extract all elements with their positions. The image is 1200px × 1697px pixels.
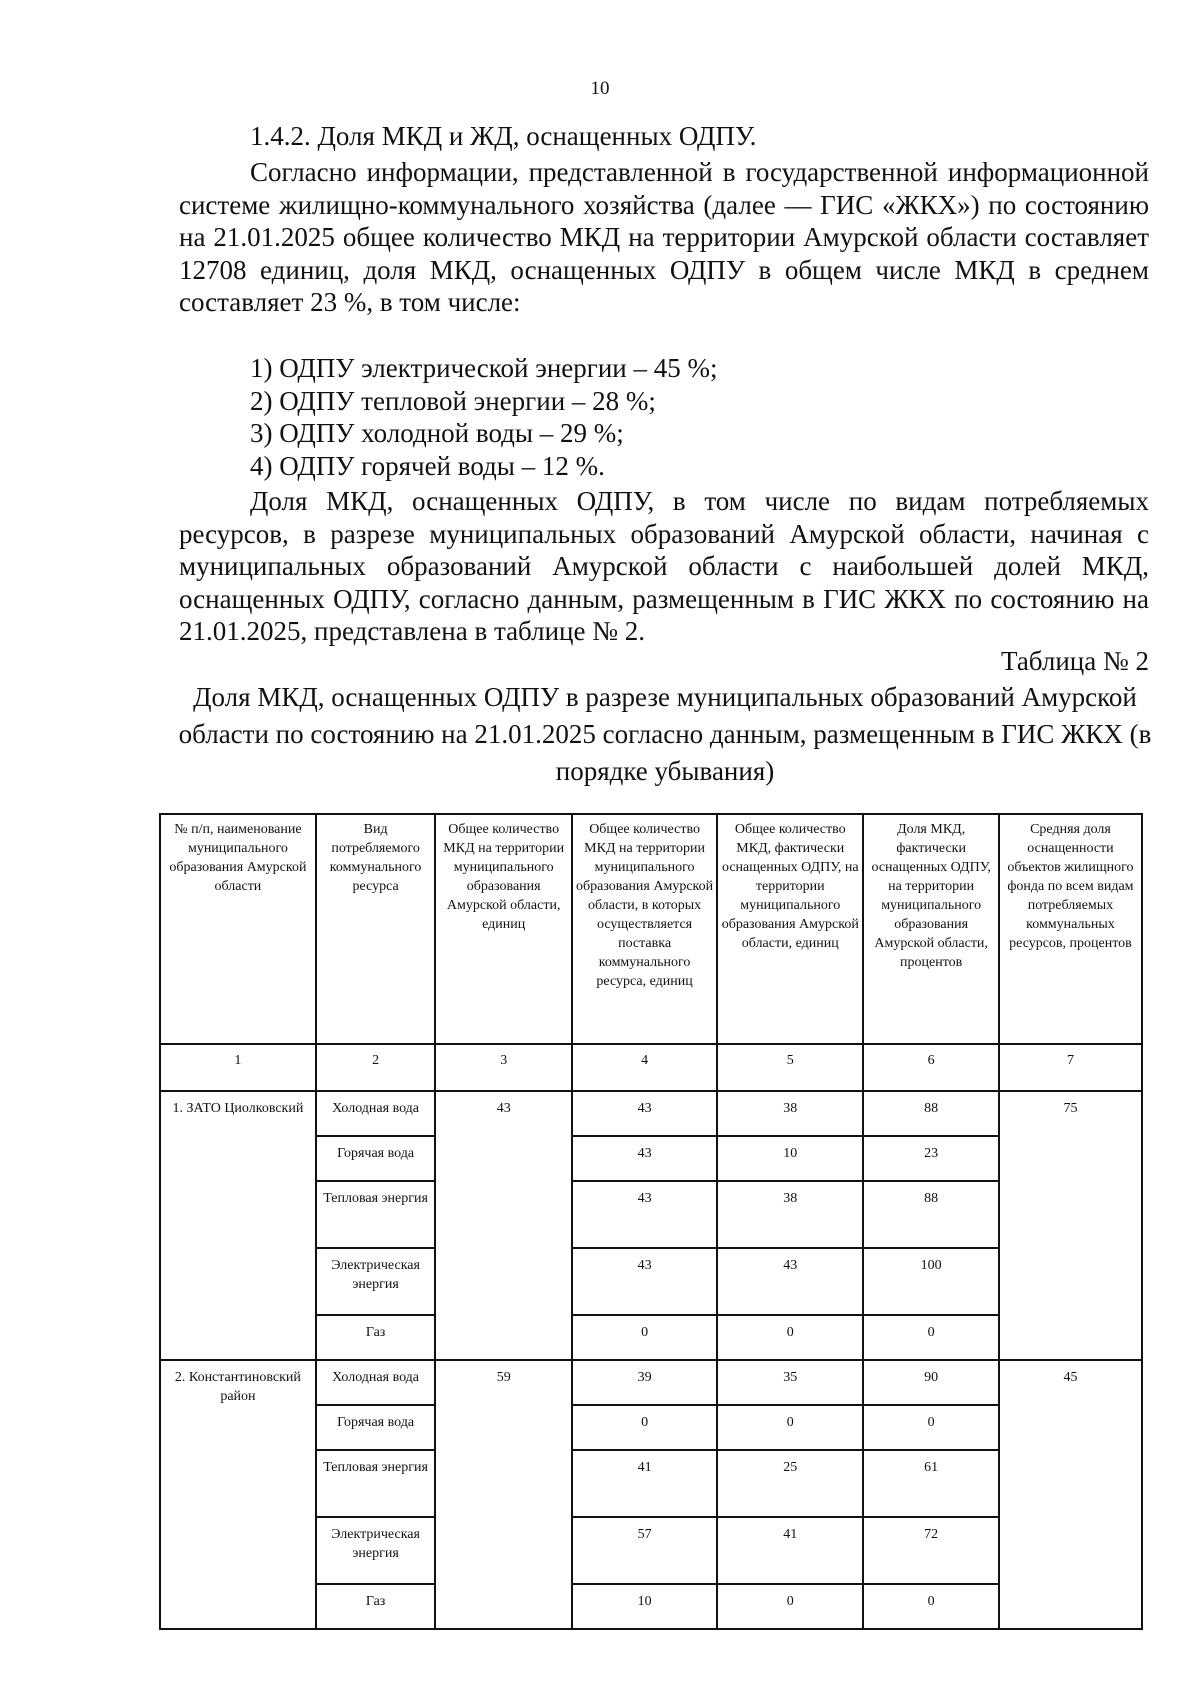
supplied-mkd: 10 bbox=[572, 1584, 717, 1629]
paragraph-intro bbox=[179, 156, 1149, 319]
total-mkd: 59 bbox=[435, 1360, 572, 1629]
resource-type: Горячая вода bbox=[316, 1405, 436, 1450]
table-row bbox=[160, 1360, 1142, 1405]
supplied-mkd: 57 bbox=[572, 1517, 717, 1584]
column-header: Доля МКД, фактически оснащенных ОДПУ, на территории муниципального образования Амурской области, процентов bbox=[863, 814, 999, 1044]
list-item: 2) ОДПУ тепловой энергии – 28 %; bbox=[250, 385, 656, 416]
resource-type: Тепловая энергия bbox=[316, 1450, 436, 1517]
column-header: Общее количество МКД на территории муниципального образования Амурской области, единиц bbox=[435, 814, 572, 1044]
paragraph-table-intro bbox=[179, 485, 1149, 648]
resource-type: Холодная вода bbox=[316, 1360, 436, 1405]
equipped-mkd: 43 bbox=[717, 1248, 863, 1315]
column-header: Общее количество МКД на территории муниципального образования Амурской области, в которых осуществляется поставка коммунального ресурса, единиц bbox=[572, 814, 717, 1044]
table-row bbox=[160, 1091, 1142, 1136]
equipped-share: 0 bbox=[863, 1405, 999, 1450]
equipped-share: 61 bbox=[863, 1450, 999, 1517]
supplied-mkd: 43 bbox=[572, 1136, 717, 1181]
supplied-mkd: 0 bbox=[572, 1315, 717, 1360]
column-number-row bbox=[160, 1044, 1142, 1091]
resource-list bbox=[250, 352, 717, 482]
municipality-name: 1. ЗАТО Циолковский bbox=[160, 1091, 316, 1360]
equipped-mkd: 0 bbox=[717, 1315, 863, 1360]
equipped-mkd: 0 bbox=[717, 1584, 863, 1629]
equipped-share: 100 bbox=[863, 1248, 999, 1315]
equipped-mkd: 35 bbox=[717, 1360, 863, 1405]
supplied-mkd: 43 bbox=[572, 1181, 717, 1248]
resource-type: Тепловая энергия bbox=[316, 1181, 436, 1248]
equipped-share: 88 bbox=[863, 1181, 999, 1248]
total-mkd: 43 bbox=[435, 1091, 572, 1360]
table-header-row bbox=[160, 814, 1142, 1044]
column-number: 4 bbox=[572, 1044, 717, 1091]
column-number: 6 bbox=[863, 1044, 999, 1091]
municipality-name: 2. Константиновский район bbox=[160, 1360, 316, 1629]
equipped-share: 72 bbox=[863, 1517, 999, 1584]
supplied-mkd: 0 bbox=[572, 1405, 717, 1450]
equipped-mkd: 38 bbox=[717, 1091, 863, 1136]
list-item: 1) ОДПУ электрической энергии – 45 %; bbox=[250, 353, 718, 383]
equipped-share: 88 bbox=[863, 1091, 999, 1136]
resource-type: Газ bbox=[316, 1315, 436, 1360]
supplied-mkd: 39 bbox=[572, 1360, 717, 1405]
column-header: № п/п, наименование муниципального образования Амурской области bbox=[160, 814, 316, 1044]
column-header: Вид потребляемого коммунального ресурса bbox=[316, 814, 436, 1044]
average-share: 45 bbox=[999, 1360, 1142, 1629]
equipped-share: 0 bbox=[863, 1315, 999, 1360]
equipped-mkd: 41 bbox=[717, 1517, 863, 1584]
table-caption: Доля МКД, оснащенных ОДПУ в разрезе муниципальных образований Амурской области по состоянию на 21.01.2025 согласно данным, размещенным в ГИС ЖКХ (в порядке убывания) bbox=[178, 682, 1152, 786]
equipped-share: 23 bbox=[863, 1136, 999, 1181]
column-header: Средняя доля оснащенности объектов жилищного фонда по всем видам потребляемых коммунальных ресурсов, процентов bbox=[999, 814, 1142, 1044]
resource-type: Электрическая энергия bbox=[316, 1248, 436, 1315]
equipped-mkd: 10 bbox=[717, 1136, 863, 1181]
equipped-share: 0 bbox=[863, 1584, 999, 1629]
equipped-mkd: 38 bbox=[717, 1181, 863, 1248]
resource-type: Холодная вода bbox=[316, 1091, 436, 1136]
odpu-table bbox=[159, 813, 1143, 1630]
column-number: 3 bbox=[435, 1044, 572, 1091]
paragraph-intro-text: Согласно информации, представленной в государственной информационной системе жилищно-коммунального хозяйства (далее — ГИС «ЖКХ») по состоянию на 21.01.2025 общее количество МКД на территории Амурской области составляет 12708 единиц, доля МКД, оснащенных ОДПУ в общем числе МКД в среднем составляет 23 %, в том числе: bbox=[179, 157, 1149, 317]
equipped-mkd: 25 bbox=[717, 1450, 863, 1517]
list-item: 4) ОДПУ горячей воды – 12 %. bbox=[250, 450, 605, 481]
average-share: 75 bbox=[999, 1091, 1142, 1360]
paragraph-table-intro-text: Доля МКД, оснащенных ОДПУ, в том числе по видам потребляемых ресурсов, в разрезе муниципальных образований Амурской области, начиная с муниципальных образований Амурской области с наибольшей долей МКД, оснащенных ОДПУ, согласно данным, размещенным в ГИС ЖКХ по состоянию на 21.01.2025, представлена в таблице № 2. bbox=[179, 486, 1149, 646]
resource-type: Горячая вода bbox=[316, 1136, 436, 1181]
equipped-mkd: 0 bbox=[717, 1405, 863, 1450]
list-item: 3) ОДПУ холодной воды – 29 %; bbox=[250, 418, 624, 448]
column-number: 2 bbox=[316, 1044, 436, 1091]
resource-type: Электрическая энергия bbox=[316, 1517, 436, 1584]
column-number: 1 bbox=[160, 1044, 316, 1091]
table-label: Таблица № 2 bbox=[1001, 646, 1149, 676]
supplied-mkd: 43 bbox=[572, 1091, 717, 1136]
section-heading: 1.4.2. Доля МКД и ЖД, оснащенных ОДПУ. bbox=[250, 121, 757, 151]
equipped-share: 90 bbox=[863, 1360, 999, 1405]
supplied-mkd: 41 bbox=[572, 1450, 717, 1517]
column-header: Общее количество МКД, фактически оснащенных ОДПУ, на территории муниципального образования Амурской области, единиц bbox=[717, 814, 863, 1044]
supplied-mkd: 43 bbox=[572, 1248, 717, 1315]
resource-type: Газ bbox=[316, 1584, 436, 1629]
column-number: 5 bbox=[717, 1044, 863, 1091]
page-number: 10 bbox=[590, 78, 610, 99]
column-number: 7 bbox=[999, 1044, 1142, 1091]
